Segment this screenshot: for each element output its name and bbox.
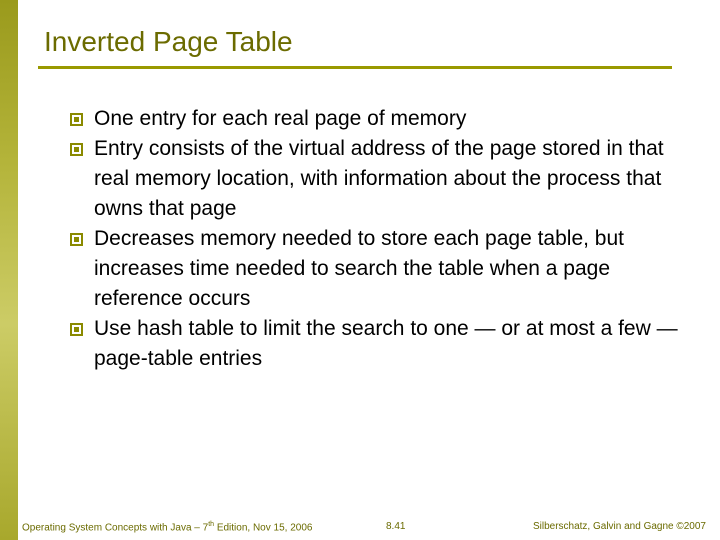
footer-course-info xyxy=(22,521,312,533)
bullet-text: Entry consists of the virtual address of the page stored in that real memory location, with information about the process that owns that page xyxy=(94,137,664,220)
footer-course-prefix: Operating System Concepts with Java – 7 xyxy=(22,522,209,534)
slide-title: Inverted Page Table xyxy=(44,26,293,57)
bullet-item xyxy=(70,104,680,134)
bullet-item xyxy=(70,314,680,374)
square-bullet-icon xyxy=(70,113,83,126)
bullet-text: Decreases memory needed to store each page table, but increases time needed to search the table when a page reference occurs xyxy=(94,227,624,310)
title-underline xyxy=(38,66,672,69)
square-bullet-icon xyxy=(70,143,83,156)
footer-page-number: 8.41 xyxy=(386,521,406,532)
bullet-item xyxy=(70,134,680,224)
square-bullet-icon xyxy=(70,323,83,336)
footer-course-sup: th xyxy=(208,521,215,528)
bullet-item xyxy=(70,224,680,314)
square-bullet-icon xyxy=(70,233,83,246)
bullet-text: One entry for each real page of memory xyxy=(94,107,467,130)
side-accent-bar xyxy=(0,0,18,540)
bullet-list xyxy=(70,104,680,374)
footer-course-suffix: Edition, Nov 15, 2006 xyxy=(214,522,313,534)
bullet-text: Use hash table to limit the search to one — or at most a few — page-table entries xyxy=(94,317,678,370)
footer-copyright: Silberschatz, Galvin and Gagne ©2007 xyxy=(532,521,706,532)
